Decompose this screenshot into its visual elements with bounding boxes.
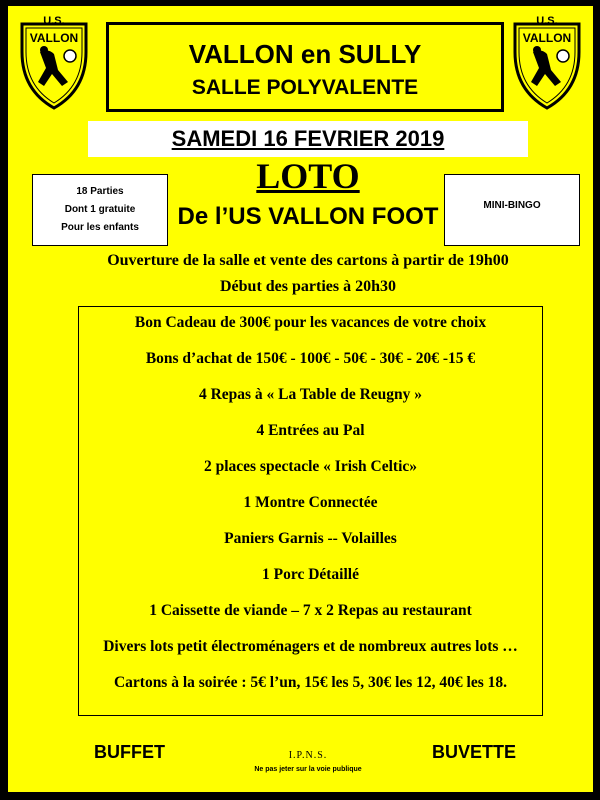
prize-item: Bon Cadeau de 300€ pour les vacances de votre choix bbox=[134, 314, 487, 331]
prize-item: 4 Entrées au Pal bbox=[256, 422, 365, 439]
header-box bbox=[106, 22, 504, 112]
prize-item: 1 Caissette de viande – 7 x 2 Repas au restaurant bbox=[149, 602, 472, 619]
games-children: Pour les enfants bbox=[61, 222, 139, 233]
games-info-box bbox=[32, 174, 168, 246]
logo-text-vallon: VALLON bbox=[522, 31, 572, 45]
mini-bingo-label: MINI-BINGO bbox=[483, 200, 541, 211]
event-subtitle: De l’US VALLON FOOT bbox=[177, 203, 439, 230]
poster bbox=[8, 6, 593, 792]
logo-text-us: U.S. bbox=[536, 15, 558, 27]
header-venue: SALLE POLYVALENTE bbox=[191, 76, 419, 99]
prizes-box bbox=[78, 306, 543, 716]
club-logo-right bbox=[511, 12, 583, 112]
prize-item: Paniers Garnis -- Volailles bbox=[224, 530, 397, 547]
club-logo-left bbox=[18, 12, 90, 112]
prize-item: 2 places spectacle « Irish Celtic» bbox=[203, 458, 418, 475]
games-count: 18 Parties bbox=[76, 186, 124, 197]
prize-item: 4 Repas à « La Table de Reugny » bbox=[198, 386, 423, 403]
logo-text-us: U.S. bbox=[43, 15, 65, 27]
prize-item: Bons d’achat de 150€ - 100€ - 50€ - 30€ - 20€ -15 € bbox=[145, 350, 476, 367]
event-title: LOTO bbox=[256, 156, 360, 196]
start-info: Début des parties à 20h30 bbox=[219, 278, 396, 295]
mini-bingo-box bbox=[444, 174, 580, 246]
logo-text-vallon: VALLON bbox=[29, 31, 79, 45]
date-banner bbox=[88, 121, 528, 157]
buffet-label: BUFFET bbox=[94, 742, 165, 762]
games-free: Dont 1 gratuite bbox=[64, 204, 136, 215]
card-prices: Cartons à la soirée : 5€ l’un, 15€ les 5, 30€ les 12, 40€ les 18. bbox=[113, 674, 508, 691]
disposal-notice: Ne pas jeter sur la voie publique bbox=[254, 766, 362, 773]
opening-info: Ouverture de la salle et vente des cartons à partir de 19h00 bbox=[107, 252, 509, 269]
header-town: VALLON en SULLY bbox=[188, 39, 422, 69]
prize-item: Divers lots petit électroménagers et de nombreux autres lots … bbox=[103, 638, 518, 655]
prize-item: 1 Porc Détaillé bbox=[262, 566, 359, 583]
event-date: SAMEDI 16 FEVRIER 2019 bbox=[171, 126, 445, 151]
prize-item: 1 Montre Connectée bbox=[243, 494, 378, 511]
buvette-label: BUVETTE bbox=[432, 742, 517, 762]
ipns-label: I.P.N.S. bbox=[288, 750, 328, 761]
